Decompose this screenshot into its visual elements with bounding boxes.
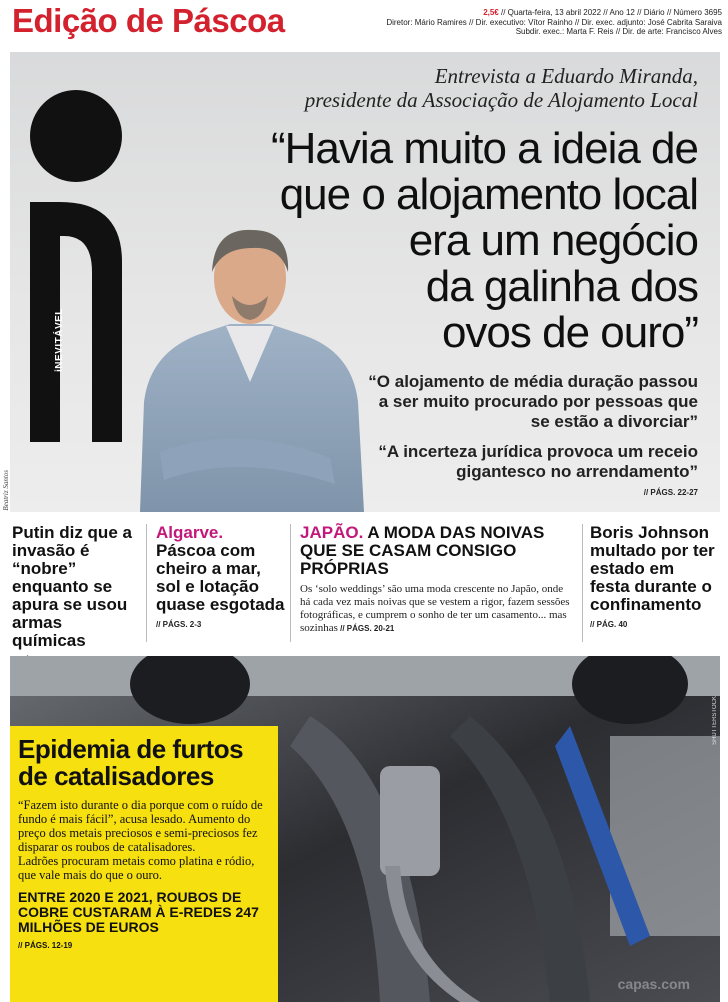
photo-credit-bottom: SHUTTERSTOCK: [712, 696, 718, 745]
issue-line: [362, 8, 722, 18]
catalyst-story-box[interactable]: [10, 726, 278, 1002]
page-reference: // PÁGS. 12-19: [18, 941, 73, 950]
story-putin[interactable]: [12, 524, 140, 648]
story-title-text: Páscoa com cheiro a mar, sol e lotação quase esgotada: [156, 541, 285, 614]
headline-line: que o alojamento local: [279, 170, 698, 219]
logo-wordmark: iNEVITÁVEL: [54, 308, 65, 372]
story-kicker: Algarve.: [156, 523, 224, 542]
interview-kicker: [238, 64, 698, 112]
story-title: Putin diz que a invasão é “nobre” enquanto se apura se usou armas químicas: [12, 523, 132, 650]
story-title-text: A MODA DAS NOIVAS QUE SE CASAM CONSIGO PRÓPRIAS: [300, 523, 545, 578]
photo-credit: Beatriz Santos: [2, 470, 10, 511]
price: 2,5€: [483, 8, 499, 17]
credits-line-2: Diretor: Mário Ramires // Dir. executivo: Vítor Rainho // Dir. exec. adjunto: José Cabrita Saraiva: [386, 17, 722, 27]
hero-section: [10, 52, 720, 512]
headline-line: da galinha dos: [425, 262, 698, 311]
pull-quote-1: “O alojamento de média duração passou a ser muito procurado por pessoas que se estão a divorciar”: [368, 372, 698, 431]
story-title: [156, 524, 286, 614]
masthead: [0, 0, 728, 44]
page-reference: // PÁGS. 2-3: [156, 620, 202, 629]
interview-line-1: Entrevista a Eduardo Miranda,: [434, 64, 698, 88]
edition-title: Edição de Páscoa: [12, 2, 285, 39]
story-title: [300, 524, 576, 578]
logo-dot: [30, 90, 122, 182]
story-japao[interactable]: [300, 524, 576, 648]
story-body-1: “Fazem isto durante o dia porque com o ruído de fundo é mais fácil”, acusa lesado. Aumento do preço dos metais preciosos e semi-preciosos fez disparar os roubos de catalisadores.: [18, 798, 263, 854]
headline-line: ovos de ouro”: [441, 308, 698, 357]
page-reference: // PÁG. 40: [590, 620, 628, 629]
story-highlight: ENTRE 2020 E 2021, ROUBOS DE COBRE CUSTARAM À E-REDES 247 MILHÕES DE EUROS: [18, 889, 259, 935]
column-divider: [290, 524, 291, 642]
page-reference: // PÁGS. 22-27: [643, 488, 698, 497]
interview-line-2: presidente da Associação de Alojamento Local: [304, 88, 698, 112]
story-boris[interactable]: [590, 524, 718, 648]
headline-line: “Havia muito a ideia de: [270, 124, 698, 173]
story-algarve[interactable]: [156, 524, 286, 648]
story-kicker: JAPÃO.: [300, 523, 364, 542]
headline-line: era um negócio: [408, 216, 698, 265]
story-title: Boris Johnson multado por ter estado em festa durante o confinamento: [590, 523, 715, 614]
car-underside-section: [10, 656, 720, 1002]
column-divider: [582, 524, 583, 642]
column-divider: [146, 524, 147, 642]
main-headline[interactable]: [178, 126, 698, 356]
story-title: Epidemia de furtos de catalisadores: [18, 734, 244, 791]
story-text: [300, 583, 576, 635]
pull-quote-2: “A incerteza jurídica provoca um receio gigantesco no arrendamento”: [378, 442, 698, 481]
story-body: Os ‘solo weddings’ são uma moda crescente no Japão, onde há cada vez mais noivas que se vestem a rigor, fazem sessões fotográficas, e cumprem o sonho de ter um casamento... mas sozinhas: [300, 583, 570, 634]
watermark: capas.com: [617, 976, 690, 992]
story-text: [18, 798, 270, 882]
news-strip: [0, 524, 728, 648]
credits-block: [362, 8, 722, 37]
story-body-2: Ladrões procuram metais como platina e ródio, que vale mais do que o ouro.: [18, 854, 255, 882]
credits-line-3: Subdir. exec.: Marta F. Reis // Dir. de arte: Francisco Alves: [515, 27, 722, 36]
issue-info: // Quarta-feira, 13 abril 2022 // Ano 12 // Diário // Número 3695: [498, 8, 722, 17]
page-reference: // PÁGS. 20-21: [337, 624, 395, 633]
logo-n-icon: [30, 202, 122, 442]
